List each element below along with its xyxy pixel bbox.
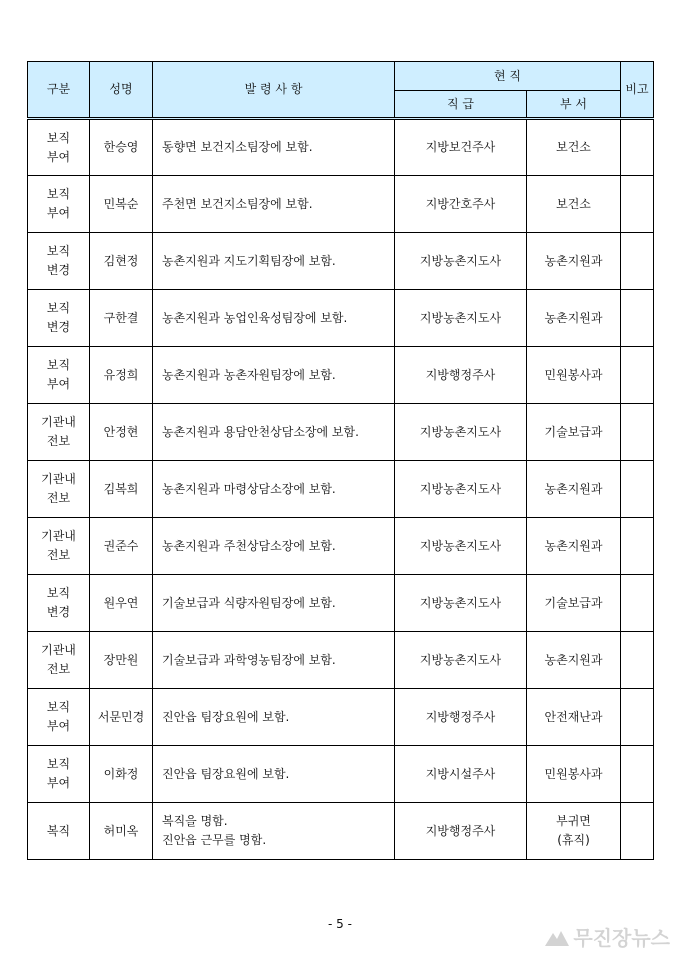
row-department: 민원봉사과 <box>527 347 621 404</box>
row-rank: 지방농촌지도사 <box>395 290 527 347</box>
row-department: 농촌지원과 <box>527 461 621 518</box>
row-category: 보직 변경 <box>28 290 90 347</box>
table-row <box>28 404 654 461</box>
header-current-position: 현 직 <box>395 62 621 91</box>
table-row <box>28 119 654 176</box>
row-action: 진안읍 팀장요원에 보함. <box>153 689 395 746</box>
row-note <box>621 119 654 176</box>
row-note <box>621 689 654 746</box>
row-name: 안정현 <box>90 404 153 461</box>
row-rank: 지방행정주사 <box>395 803 527 860</box>
table-row <box>28 347 654 404</box>
row-name: 권준수 <box>90 518 153 575</box>
row-category: 복직 <box>28 803 90 860</box>
header-category: 구분 <box>28 62 90 119</box>
row-name: 서문민경 <box>90 689 153 746</box>
row-department: 기술보급과 <box>527 575 621 632</box>
row-name: 원우연 <box>90 575 153 632</box>
header-department: 부 서 <box>527 91 621 119</box>
row-action: 농촌지원과 농업인육성팀장에 보함. <box>153 290 395 347</box>
row-action: 진안읍 팀장요원에 보함. <box>153 746 395 803</box>
row-category: 보직 부여 <box>28 689 90 746</box>
row-action: 농촌지원과 주천상담소장에 보함. <box>153 518 395 575</box>
row-category: 기관내 전보 <box>28 518 90 575</box>
row-rank: 지방보건주사 <box>395 119 527 176</box>
row-department: 기술보급과 <box>527 404 621 461</box>
row-category: 보직 부여 <box>28 746 90 803</box>
row-department: 보건소 <box>527 119 621 176</box>
header-rank: 직 급 <box>395 91 527 119</box>
table-row <box>28 632 654 689</box>
appointment-table <box>27 61 654 860</box>
row-note <box>621 575 654 632</box>
row-action: 기술보급과 과학영농팀장에 보함. <box>153 632 395 689</box>
row-name: 민복순 <box>90 176 153 233</box>
row-action: 동향면 보건지소팀장에 보함. <box>153 119 395 176</box>
row-category: 기관내 전보 <box>28 461 90 518</box>
watermark-text: 무진장뉴스 <box>573 926 670 950</box>
row-note <box>621 176 654 233</box>
watermark <box>545 922 670 951</box>
row-rank: 지방농촌지도사 <box>395 404 527 461</box>
table-row <box>28 518 654 575</box>
row-name: 김현정 <box>90 233 153 290</box>
row-note <box>621 632 654 689</box>
row-action: 농촌지원과 농촌자원팀장에 보함. <box>153 347 395 404</box>
row-department: 민원봉사과 <box>527 746 621 803</box>
row-name: 장만원 <box>90 632 153 689</box>
row-name: 허미옥 <box>90 803 153 860</box>
row-department: 안전재난과 <box>527 689 621 746</box>
row-category: 보직 변경 <box>28 575 90 632</box>
row-category: 보직 변경 <box>28 233 90 290</box>
row-action: 농촌지원과 지도기획팀장에 보함. <box>153 233 395 290</box>
row-action: 농촌지원과 마령상담소장에 보함. <box>153 461 395 518</box>
table-row <box>28 461 654 518</box>
table-body <box>28 119 654 860</box>
row-action: 농촌지원과 용담안천상담소장에 보함. <box>153 404 395 461</box>
row-name: 유정희 <box>90 347 153 404</box>
row-rank: 지방농촌지도사 <box>395 575 527 632</box>
row-category: 기관내 전보 <box>28 404 90 461</box>
row-rank: 지방농촌지도사 <box>395 518 527 575</box>
table-row <box>28 575 654 632</box>
row-note <box>621 803 654 860</box>
row-name: 구한결 <box>90 290 153 347</box>
row-note <box>621 746 654 803</box>
row-name: 한승영 <box>90 119 153 176</box>
table-row <box>28 803 654 860</box>
row-rank: 지방행정주사 <box>395 347 527 404</box>
row-name: 김복희 <box>90 461 153 518</box>
row-department: 농촌지원과 <box>527 233 621 290</box>
row-department: 농촌지원과 <box>527 632 621 689</box>
row-name: 이화정 <box>90 746 153 803</box>
row-department: 농촌지원과 <box>527 290 621 347</box>
row-rank: 지방농촌지도사 <box>395 233 527 290</box>
row-rank: 지방농촌지도사 <box>395 461 527 518</box>
row-note <box>621 347 654 404</box>
header-note: 비고 <box>621 62 654 119</box>
row-category: 보직 부여 <box>28 119 90 176</box>
row-rank: 지방농촌지도사 <box>395 632 527 689</box>
row-action: 복직을 명함. 진안읍 근무를 명함. <box>153 803 395 860</box>
row-department: 보건소 <box>527 176 621 233</box>
row-note <box>621 518 654 575</box>
table-row <box>28 176 654 233</box>
table-row <box>28 233 654 290</box>
row-rank: 지방시설주사 <box>395 746 527 803</box>
table-row <box>28 689 654 746</box>
row-rank: 지방행정주사 <box>395 689 527 746</box>
row-department: 농촌지원과 <box>527 518 621 575</box>
row-category: 보직 부여 <box>28 347 90 404</box>
row-note <box>621 461 654 518</box>
row-note <box>621 233 654 290</box>
row-rank: 지방간호주사 <box>395 176 527 233</box>
row-note <box>621 404 654 461</box>
page-number: - 5 - <box>328 917 352 931</box>
row-category: 기관내 전보 <box>28 632 90 689</box>
table-row <box>28 746 654 803</box>
header-action: 발 령 사 항 <box>153 62 395 119</box>
row-department: 부귀면 (휴직) <box>527 803 621 860</box>
table-row <box>28 290 654 347</box>
row-note <box>621 290 654 347</box>
header-name: 성명 <box>90 62 153 119</box>
row-action: 주천면 보건지소팀장에 보함. <box>153 176 395 233</box>
row-category: 보직 부여 <box>28 176 90 233</box>
row-action: 기술보급과 식량자원팀장에 보함. <box>153 575 395 632</box>
mountain-logo-icon <box>545 928 569 946</box>
